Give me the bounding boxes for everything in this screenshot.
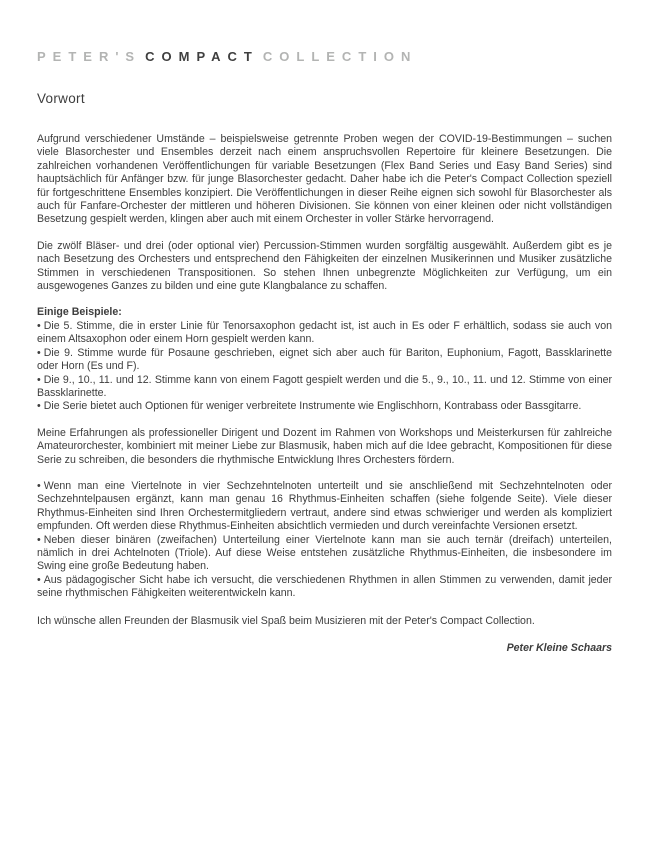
closing-paragraph: Ich wünsche allen Freunden der Blasmusik viel Spaß beim Musizieren mit der Peter's Compact Collection. — [37, 614, 535, 627]
page-title: Vorwort — [37, 91, 85, 106]
list-item — [37, 574, 612, 601]
bullet-icon: • — [37, 573, 41, 586]
list-item — [37, 347, 612, 374]
list-item-text: Wenn man eine Viertelnote in vier Sechzehntelnoten unterteilt und sie anschließend mit Sechzehntelnoten oder Sechzehntelpausen ergänzt, kann man genau 16 Rhythmus-Einheiten schaffen (siehe folgende Seite). Viele dieser Rhythmus-Einheiten sind Ihren Orchestermitgliedern vertraut, andere sind etwas schwieriger und werden als kompliziert empfunden. Oft werden diese Rhythmus-Einheiten absichtlich vermieden und durch vereinfachte Versionen ersetzt. — [37, 479, 612, 533]
brand-collection: COLLECTION — [262, 49, 418, 64]
bullet-icon: • — [37, 533, 41, 546]
list-item-text: Die 9., 10., 11. und 12. Stimme kann von einem Fagott gespielt werden und die 5., 9., 10., 11. und 12. Stimme von einer Bassklarinette. — [37, 373, 612, 399]
rhythm-notes-list — [37, 480, 612, 601]
list-item-text: Aus pädagogischer Sicht habe ich versucht, die verschiedenen Rhythmen in allen Stimmen zu verwenden, damit jeder seine rhythmischen Fähigkeiten weiterentwickeln kann. — [37, 573, 612, 600]
list-item-text: Die 9. Stimme wurde für Posaune geschrieben, eignet sich aber auch für Bariton, Euphonium, Fagott, Bassklarinette oder Horn (Es und F). — [37, 346, 612, 373]
bullet-icon: • — [37, 373, 41, 386]
bullet-icon: • — [37, 400, 41, 413]
bullet-icon: • — [37, 346, 41, 359]
author-signature: Peter Kleine Schaars — [506, 642, 612, 654]
examples-heading: Einige Beispiele: — [37, 306, 122, 319]
experience-paragraph: Meine Erfahrungen als professioneller Dirigent und Dozent im Rahmen von Workshops und Meisterkursen für zahlreiche Amateurorchester, kombiniert mit meiner Liebe zur Blasmusik, haben mich auf die Idee gebracht, Kompositionen für diese Serie zu schreiben, die besonders die rhythmische Entwicklung Ihres Orchesters fördern. — [37, 426, 612, 466]
list-item — [37, 374, 612, 401]
brand-peters: PETER'S — [37, 49, 142, 64]
list-item — [37, 320, 612, 347]
list-item-text: Neben dieser binären (zweifachen) Unterteilung einer Viertelnote kann man sie auch ternär (dreifach) unterteilen, nämlich in drei Achtelnoten (Triole). Auf diese Weise entstehen zusätzliche Rhythmus-Einheiten, die insbesondere im Swing eine große Bedeutung haben. — [37, 533, 612, 573]
brand-header — [37, 49, 612, 64]
list-item-text: Die 5. Stimme, die in erster Linie für Tenorsaxophon gedacht ist, ist auch in Es oder F erhältlich, sodass sie auch von einem Altsaxophon oder einem Horn gespielt werden kann. — [37, 319, 612, 346]
list-item — [37, 400, 612, 413]
examples-list — [37, 320, 612, 414]
intro-paragraph-1: Aufgrund verschiedener Umstände – beispielsweise getrennte Proben wegen der COVID-19-Bestimmungen – suchen viele Blasorchester und Ensembles derzeit nach einem anspruchsvollen Repertoire für kleinere Besetzungen. Die zahlreichen vorhandenen Veröffentlichungen für variable Besetzungen (Flex Band Series und Easy Band Series) sind hauptsächlich für Anfänger bzw. für junge Blasorchester gedacht. Daher habe ich die Peter's Compact Collection speziell für fortgeschrittene Ensembles konzipiert. Die Veröffentlichungen in dieser Reihe eignen sich sowohl für Blasorchester als auch für Fanfare-Orchester der mittleren und höheren Divisionen. Sie können von einer kleinen oder nicht vollständigen Besetzung gespielt werden, klingen aber auch mit einem Orchester in voller Stärke hervorragend. — [37, 133, 612, 226]
bullet-icon: • — [37, 319, 41, 332]
list-item — [37, 480, 612, 534]
list-item-text: Die Serie bietet auch Optionen für weniger verbreitete Instrumente wie Englischhorn, Kontrabass oder Bassgitarre. — [43, 400, 582, 413]
bullet-icon: • — [37, 479, 41, 492]
list-item — [37, 534, 612, 574]
brand-compact: COMPACT — [145, 49, 259, 64]
intro-paragraph-2: Die zwölf Bläser- und drei (oder optional vier) Percussion-Stimmen wurden sorgfältig ausgewählt. Außerdem gibt es je nach Besetzung des Orchesters und entsprechend den Fähigkeiten der einzelnen Musikerinnen und Musiker zusätzliche Stimmen in verschiedenen Transpositionen. So stehen Ihnen unbegrenzte Möglichkeiten zur Verfügung, um ein ausgewogenes Ganzes zu bilden und eine gute Klangbalance zu schaffen. — [37, 239, 612, 293]
